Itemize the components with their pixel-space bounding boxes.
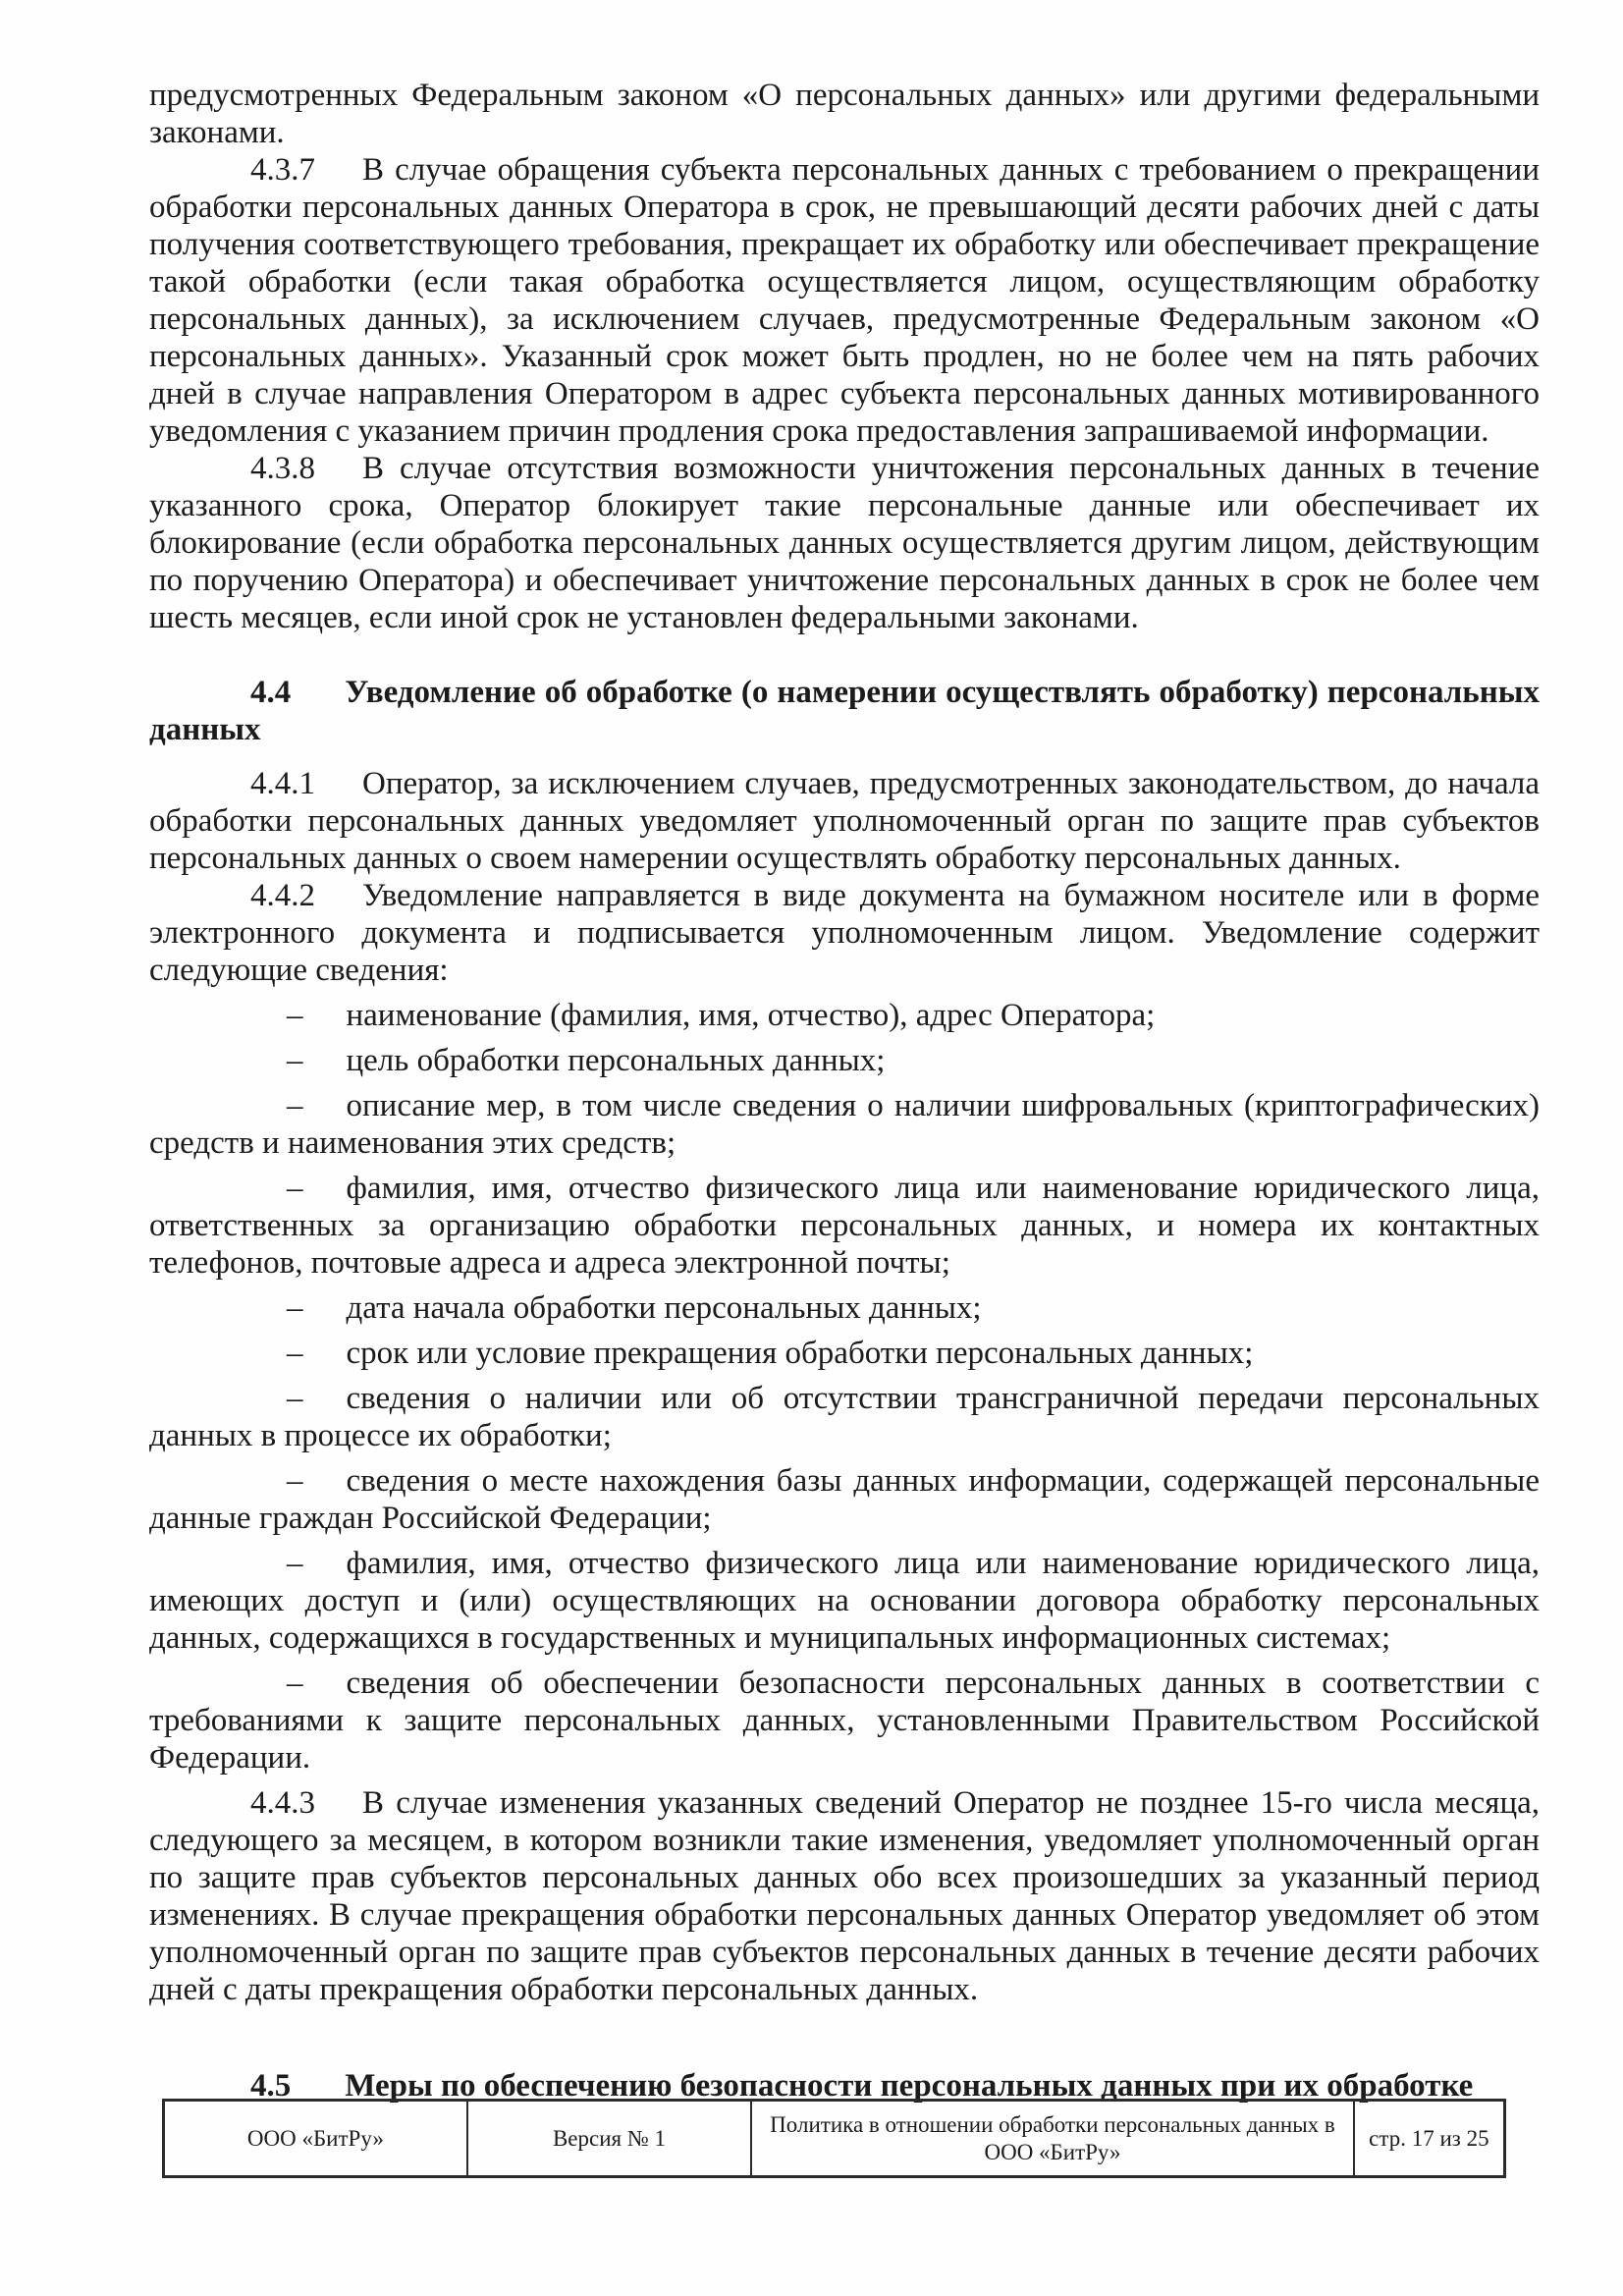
number-tab — [315, 904, 362, 905]
list-item — [149, 1462, 1540, 1537]
paragraph-4-3-7 — [149, 151, 1540, 450]
paragraph-4-4-1 — [149, 765, 1540, 877]
section-number: 4.4 — [250, 675, 292, 710]
dash-marker: – — [287, 1290, 303, 1326]
list-item-text: фамилия, имя, отчество физического лица или наименование юридического лица, имеющих доступ и (или) осуществляющих на основании договора обработку персональных данных, содержащихся в государственных и муниципальных информационных системах; — [149, 1546, 1540, 1656]
paragraph-4-4-3 — [149, 1784, 1540, 2008]
marker-tab — [303, 1572, 347, 1573]
dash-marker: – — [287, 1381, 303, 1416]
list-item — [149, 1335, 1540, 1372]
footer-page-number-cell: стр. 17 из 25 — [1354, 2101, 1505, 2177]
footer-table — [162, 2099, 1506, 2178]
list-item-text: сведения о месте нахождения базы данных информации, содержащей персональные данные граждан Российской Федерации; — [149, 1463, 1540, 1536]
list-item-text: наименование (фамилия, имя, отчество), адрес Оператора; — [346, 998, 1156, 1033]
marker-tab — [303, 1024, 347, 1025]
number-tab — [291, 2095, 345, 2096]
paragraph-4-3-8 — [149, 450, 1540, 636]
list-item — [149, 1170, 1540, 1282]
clause-text: В случае обращения субъекта персональных данных с требованием о прекращении обработки персональных данных Оператора в срок, не превышающий десяти рабочих дней с даты получения соответствующего требования, прекращает их обработку или обеспечивает прекращение такой обработки (если такая обработка осуществляется лицом, осуществляющим обработку персональных данных), за исключением случаев, предусмотренные Федеральным законом «О персональных данных». Указанный срок может быть продлен, но не более чем на пять рабочих дней в случае направления Оператором в адрес субъекта персональных данных мотивированного уведомления с указанием причин продления срока предоставления запрашиваемой информации. — [149, 152, 1540, 449]
list-item — [149, 1665, 1540, 1777]
dash-marker: – — [287, 1043, 303, 1078]
list-item-text: фамилия, имя, отчество физического лица или наименование юридического лица, ответственных за организацию обработки персональных данных, и номера их контактных телефонов, почтовые адреса и адреса электронной почты; — [149, 1171, 1540, 1281]
section-title: Уведомление об обработке (о намерении осуществлять обработку) персональных данных — [149, 675, 1540, 747]
marker-tab — [303, 1692, 347, 1693]
dash-marker: – — [287, 1546, 303, 1581]
list-item-text: описание мер, в том числе сведения о наличии шифровальных (криптографических) средств и наименования этих средств; — [149, 1088, 1540, 1161]
clause-number: 4.3.7 — [250, 152, 315, 188]
number-tab — [315, 477, 362, 478]
marker-tab — [303, 1407, 347, 1408]
dash-marker: – — [287, 1088, 303, 1123]
section-heading-4-4 — [149, 674, 1540, 748]
dash-marker: – — [287, 1336, 303, 1371]
clause-text: Оператор, за исключением случаев, предусмотренных законодательством, до начала обработки персональных данных уведомляет уполномоченный орган по защите прав субъектов персональных данных о своем намерении осуществлять обработку персональных данных. — [149, 766, 1540, 876]
paragraph-text: предусмотренных Федеральным законом «О персональных данных» или другими федеральными законами. — [149, 78, 1540, 150]
section-title: Меры по обеспечению безопасности персональных данных при их обработке — [345, 2068, 1474, 2104]
clause-text: В случае изменения указанных сведений Оператор не позднее 15-го числа месяца, следующего за месяцем, в котором возникли такие изменения, уведомляет уполномоченный орган по защите прав субъектов персональных данных обо всех произошедших за указанный период изменениях. В случае прекращения обработки персональных данных Оператор уведомляет об этом уполномоченный орган по защите прав субъектов персональных данных в течение десяти рабочих дней с даты прекращения обработки персональных данных. — [149, 1785, 1540, 2007]
footer-company-cell: ООО «БитРу» — [164, 2101, 467, 2177]
clause-text: В случае отсутствия возможности уничтожения персональных данных в течение указанного срока, Оператор блокирует такие персональные данные или обеспечивает их блокирование (если обработка персональных данных осуществляется другим лицом, действующим по поручению Оператора) и обеспечивает уничтожение персональных данных в срок не более чем шесть месяцев, если иной срок не установлен федеральными законами. — [149, 451, 1540, 635]
marker-tab — [303, 1115, 347, 1116]
document-body — [149, 77, 1540, 2105]
list-item-text: дата начала обработки персональных данных; — [346, 1290, 982, 1326]
list-item-text: сведения о наличии или об отсутствии трансграничной передачи персональных данных в процессе их обработки; — [149, 1381, 1540, 1453]
dash-marker: – — [287, 998, 303, 1033]
dash-marker: – — [287, 1463, 303, 1499]
dash-marker: – — [287, 1171, 303, 1206]
number-tab — [315, 1812, 362, 1813]
paragraph-continuation — [149, 77, 1540, 151]
footer-row — [164, 2101, 1505, 2177]
marker-tab — [303, 1197, 347, 1198]
number-tab — [315, 179, 362, 180]
clause-number: 4.4.1 — [250, 766, 315, 801]
marker-tab — [303, 1317, 347, 1318]
marker-tab — [303, 1362, 347, 1363]
list-item — [149, 1380, 1540, 1454]
footer-version-cell: Версия № 1 — [467, 2101, 751, 2177]
list-item-text: цель обработки персональных данных; — [346, 1043, 886, 1078]
list-item — [149, 997, 1540, 1034]
number-tab — [291, 701, 345, 702]
paragraph-4-4-2 — [149, 877, 1540, 989]
clause-number: 4.4.3 — [250, 1785, 315, 1821]
clause-text: Уведомление направляется в виде документа на бумажном носителе или в форме электронного документа и подписывается уполномоченным лицом. Уведомление содержит следующие сведения: — [149, 878, 1540, 988]
marker-tab — [303, 1069, 347, 1070]
dash-marker: – — [287, 1666, 303, 1701]
list-item — [149, 1042, 1540, 1079]
clause-number: 4.3.8 — [250, 451, 315, 486]
list-item — [149, 1545, 1540, 1657]
footer-title-cell: Политика в отношении обработки персональных данных в ООО «БитРу» — [751, 2101, 1354, 2177]
clause-number: 4.4.2 — [250, 878, 315, 913]
section-number: 4.5 — [250, 2068, 292, 2104]
marker-tab — [303, 1490, 347, 1491]
list-item-text: срок или условие прекращения обработки персональных данных; — [346, 1336, 1254, 1371]
list-item — [149, 1087, 1540, 1162]
list-item — [149, 1289, 1540, 1327]
list-item-text: сведения об обеспечении безопасности персональных данных в соответствии с требованиями к защите персональных данных, установленными Правительством Российской Федерации. — [149, 1666, 1540, 1776]
